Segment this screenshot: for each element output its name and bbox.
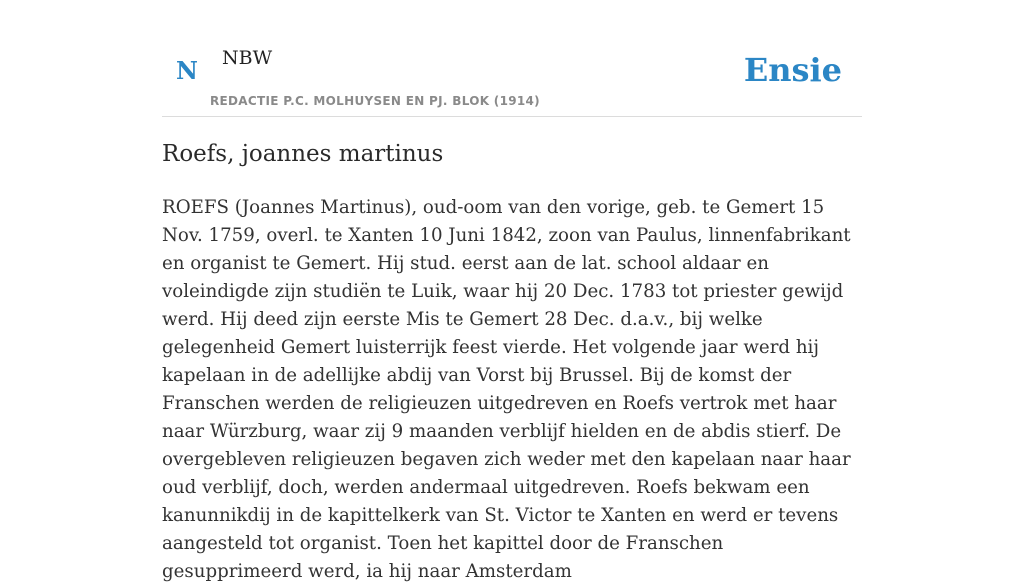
brand-logo[interactable]: Ensie (743, 51, 842, 89)
article (162, 136, 862, 586)
source-title-link[interactable]: NBW (222, 47, 273, 69)
source-header (162, 0, 862, 117)
source-subtitle: REDACTIE P.C. MOLHUYSEN EN PJ. BLOK (1914) (210, 94, 540, 108)
source-logo[interactable]: N (176, 56, 198, 85)
article-title: Roefs, joannes martinus (162, 141, 444, 167)
article-body: ROEFS (Joannes Martinus), oud-oom van den vorige, geb. te Gemert 15 Nov. 1759, overl. te Xanten 10 Juni 1842, zoon van Paulus, linnenfabrikant en organist te Gemert. Hij stud. eerst aan de lat. school aldaar en voleindigde zijn studiën te Luik, waar hij 20 Dec. 1783 tot priester gewijd werd. Hij deed zijn eerste Mis te Gemert 28 Dec. d.a.v., bij welke gelegenheid Gemert luisterrijk feest vierde. Het volgende jaar werd hij kapelaan in de adellijke abdij van Vorst bij Brussel. Bij de komst der Franschen werden de religieuzen uitgedreven en Roefs vertrok met haar naar Würzburg, waar zij 9 maanden verblijf hielden en de abdis stierf. De overgebleven religieuzen begaven zich weder met den kapelaan naar haar oud verblijf, doch, werden andermaal uitgedreven. Roefs bekwam een kanunnikdij in de kapittelkerk van St. Victor te Xanten en werd er tevens aangesteld tot organist. Toen het kapittel door de Franschen gesupprimeerd werd, ia hij naar Amsterdam (162, 197, 851, 582)
